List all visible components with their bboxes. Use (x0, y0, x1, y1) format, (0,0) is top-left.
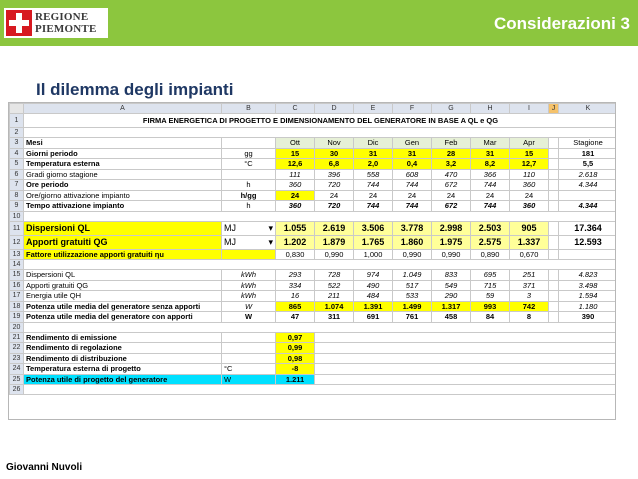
row-22 (10, 343, 617, 354)
row-3 (10, 138, 617, 149)
label-cell[interactable]: Temperatura esterna (24, 159, 222, 170)
unit-cell[interactable]: W (222, 312, 276, 323)
month-cell[interactable]: Ott (276, 138, 315, 149)
value-cell[interactable]: 1.879 (315, 235, 354, 249)
month-cell[interactable]: Feb (432, 138, 471, 149)
unit-cell[interactable] (222, 138, 276, 149)
row-number[interactable]: 12 (10, 235, 24, 249)
cross-icon (6, 10, 32, 36)
value-cell[interactable]: 3 (510, 291, 549, 302)
value-cell[interactable]: 608 (393, 169, 432, 180)
value-cell[interactable]: 3.778 (393, 221, 432, 235)
row-9 (10, 201, 617, 212)
total-cell[interactable]: 390 (559, 312, 617, 323)
value-cell[interactable]: -8 (276, 364, 315, 375)
value-cell[interactable]: 744 (354, 201, 393, 212)
value-cell[interactable]: 360 (510, 201, 549, 212)
label-cell[interactable]: Potenza utile di progetto del generatore (24, 374, 222, 385)
value-cell[interactable]: 484 (354, 291, 393, 302)
value-cell[interactable]: 1.049 (393, 270, 432, 281)
label-cell[interactable]: Rendimento di emissione (24, 332, 222, 343)
spacer-cell[interactable] (549, 291, 559, 302)
value-cell[interactable]: 470 (432, 169, 471, 180)
value-cell[interactable]: 1.211 (276, 374, 315, 385)
empty-cells[interactable] (315, 364, 617, 375)
empty-row[interactable] (24, 211, 617, 221)
row-number[interactable]: 25 (10, 374, 24, 385)
value-cell[interactable]: 974 (354, 270, 393, 281)
value-cell[interactable]: 458 (432, 312, 471, 323)
row-number[interactable]: 15 (10, 270, 24, 281)
value-cell[interactable]: 1.074 (315, 301, 354, 312)
row-7 (10, 180, 617, 191)
value-cell[interactable]: 744 (354, 180, 393, 191)
row-number[interactable]: 14 (10, 260, 24, 270)
row-18 (10, 301, 617, 312)
logo-line2: PIEMONTE (35, 23, 97, 35)
empty-cells[interactable] (315, 353, 617, 364)
row-15 (10, 270, 617, 281)
spacer-cell[interactable] (549, 270, 559, 281)
spacer-cell[interactable] (549, 159, 559, 170)
spacer-cell[interactable] (549, 301, 559, 312)
row-12 (10, 235, 617, 249)
value-cell[interactable]: 720 (315, 180, 354, 191)
label-cell[interactable]: Fattore utilizzazione apporti gratuiti ηu (24, 249, 222, 260)
value-cell[interactable]: 672 (432, 201, 471, 212)
value-cell[interactable]: 24 (354, 190, 393, 201)
value-cell[interactable]: 24 (393, 190, 432, 201)
month-cell[interactable]: Apr (510, 138, 549, 149)
row-17 (10, 291, 617, 302)
value-cell[interactable]: 360 (510, 180, 549, 191)
value-cell[interactable]: 24 (432, 190, 471, 201)
unit-cell[interactable] (222, 169, 276, 180)
empty-cells[interactable] (315, 332, 617, 343)
unit-cell[interactable]: kWh (222, 291, 276, 302)
row-number[interactable]: 10 (10, 211, 24, 221)
value-cell[interactable]: 290 (432, 291, 471, 302)
total-cell[interactable]: 12.593 (559, 235, 617, 249)
row-number[interactable]: 17 (10, 291, 24, 302)
row-14 (10, 260, 617, 270)
empty-cells[interactable] (315, 374, 617, 385)
unit-cell[interactable] (222, 332, 276, 343)
unit-cell[interactable]: kWh (222, 270, 276, 281)
select-all-corner[interactable] (10, 104, 24, 114)
value-cell[interactable]: 251 (510, 270, 549, 281)
value-cell[interactable]: 0,890 (471, 249, 510, 260)
value-cell[interactable]: 334 (276, 280, 315, 291)
value-cell[interactable]: 533 (393, 291, 432, 302)
unit-cell[interactable]: W (222, 301, 276, 312)
unit-cell[interactable] (222, 249, 276, 260)
value-cell[interactable]: 1.055 (276, 221, 315, 235)
empty-row[interactable] (24, 128, 617, 138)
value-cell[interactable]: 744 (393, 201, 432, 212)
label-cell[interactable]: Ore/giorno attivazione impianto (24, 190, 222, 201)
row-19 (10, 312, 617, 323)
row-number[interactable]: 24 (10, 364, 24, 375)
value-cell[interactable]: 2.619 (315, 221, 354, 235)
value-cell[interactable]: 742 (510, 301, 549, 312)
label-cell[interactable]: Mesi (24, 138, 222, 149)
row-20 (10, 322, 617, 332)
value-cell[interactable]: 16 (276, 291, 315, 302)
spacer-cell[interactable] (549, 138, 559, 149)
value-cell[interactable]: 1.765 (354, 235, 393, 249)
chevron-down-icon: ▾ (268, 222, 273, 233)
value-cell[interactable]: 15 (276, 148, 315, 159)
value-cell[interactable]: 905 (510, 221, 549, 235)
label-cell[interactable]: Dispersioni QL (24, 221, 222, 235)
slide-subtitle: Il dilemma degli impianti (36, 80, 234, 99)
col-header-g[interactable]: G (432, 104, 471, 114)
value-cell[interactable]: 360 (276, 180, 315, 191)
value-cell[interactable]: 24 (510, 190, 549, 201)
label-cell[interactable]: Apporti gratuiti QG (24, 235, 222, 249)
label-cell[interactable]: Ore periodo (24, 180, 222, 191)
unit-cell[interactable] (222, 343, 276, 354)
value-cell[interactable]: 31 (471, 148, 510, 159)
value-cell[interactable]: 0,830 (276, 249, 315, 260)
value-cell[interactable]: 6,8 (315, 159, 354, 170)
value-cell[interactable]: 12,6 (276, 159, 315, 170)
empty-row[interactable] (24, 260, 617, 270)
total-cell[interactable] (559, 249, 617, 260)
value-cell[interactable]: 84 (471, 312, 510, 323)
row-26 (10, 385, 617, 395)
row-number[interactable]: 16 (10, 280, 24, 291)
row-11 (10, 221, 617, 235)
row-number[interactable]: 3 (10, 138, 24, 149)
row-number[interactable]: 23 (10, 353, 24, 364)
row-25 (10, 374, 617, 385)
value-cell[interactable]: 744 (471, 180, 510, 191)
col-header-h[interactable]: H (471, 104, 510, 114)
row-4 (10, 148, 617, 159)
total-cell[interactable]: 1.180 (559, 301, 617, 312)
row-24 (10, 364, 617, 375)
value-cell[interactable]: 993 (471, 301, 510, 312)
value-cell[interactable]: 293 (276, 270, 315, 281)
value-cell[interactable]: 761 (393, 312, 432, 323)
value-cell[interactable]: 2.998 (432, 221, 471, 235)
value-cell[interactable]: 0,990 (315, 249, 354, 260)
value-cell[interactable]: 111 (276, 169, 315, 180)
label-cell[interactable]: Dispersioni QL (24, 270, 222, 281)
total-cell[interactable]: 17.364 (559, 221, 617, 235)
value-cell[interactable]: 2,0 (354, 159, 393, 170)
value-cell[interactable]: 744 (471, 201, 510, 212)
value-cell[interactable]: 0,990 (432, 249, 471, 260)
month-cell[interactable]: Nov (315, 138, 354, 149)
col-header-c[interactable]: C (276, 104, 315, 114)
unit-dropdown[interactable] (222, 235, 276, 249)
value-cell[interactable]: 549 (432, 280, 471, 291)
value-cell[interactable]: 695 (471, 270, 510, 281)
value-cell[interactable]: 31 (393, 148, 432, 159)
value-cell[interactable]: 1.337 (510, 235, 549, 249)
spacer-cell[interactable] (549, 180, 559, 191)
value-cell[interactable]: 371 (510, 280, 549, 291)
col-header-d[interactable]: D (315, 104, 354, 114)
value-cell[interactable]: 1.860 (393, 235, 432, 249)
unit-cell[interactable]: kWh (222, 280, 276, 291)
value-cell[interactable]: 1.975 (432, 235, 471, 249)
header-bar (0, 0, 638, 46)
value-cell[interactable]: 3,2 (432, 159, 471, 170)
unit-cell[interactable]: °C (222, 159, 276, 170)
total-cell[interactable]: 5,5 (559, 159, 617, 170)
value-cell[interactable]: 0,990 (393, 249, 432, 260)
total-cell[interactable]: 2.618 (559, 169, 617, 180)
total-cell[interactable]: 181 (559, 148, 617, 159)
value-cell[interactable]: 28 (432, 148, 471, 159)
chevron-down-icon: ▾ (268, 236, 273, 247)
value-cell[interactable]: 0,98 (276, 353, 315, 364)
spacer-cell[interactable] (549, 249, 559, 260)
spacer-cell[interactable] (549, 221, 559, 235)
value-cell[interactable]: 833 (432, 270, 471, 281)
value-cell[interactable]: 1.317 (432, 301, 471, 312)
value-cell[interactable]: 311 (315, 312, 354, 323)
row-number[interactable]: 11 (10, 221, 24, 235)
col-header-b[interactable]: B (222, 104, 276, 114)
value-cell[interactable]: 1,000 (354, 249, 393, 260)
row-1 (10, 114, 617, 128)
value-cell[interactable]: 672 (432, 180, 471, 191)
spacer-cell[interactable] (549, 190, 559, 201)
value-cell[interactable]: 110 (510, 169, 549, 180)
spacer-cell[interactable] (549, 312, 559, 323)
row-number[interactable]: 20 (10, 322, 24, 332)
col-header-i[interactable]: I (510, 104, 549, 114)
row-8 (10, 190, 617, 201)
value-cell[interactable]: 2.503 (471, 221, 510, 235)
unit-cell[interactable]: gg (222, 148, 276, 159)
region-logo (4, 8, 108, 38)
label-cell[interactable]: Tempo attivazione impianto (24, 201, 222, 212)
row-number[interactable]: 19 (10, 312, 24, 323)
row-number[interactable]: 7 (10, 180, 24, 191)
logo-text (35, 11, 97, 35)
total-cell[interactable] (559, 190, 617, 201)
row-6 (10, 169, 617, 180)
value-cell[interactable]: 15 (510, 148, 549, 159)
total-cell[interactable]: Stagione (559, 138, 617, 149)
value-cell[interactable]: 691 (354, 312, 393, 323)
value-cell[interactable]: 30 (315, 148, 354, 159)
value-cell[interactable]: 1.391 (354, 301, 393, 312)
value-cell[interactable]: 24 (471, 190, 510, 201)
value-cell[interactable]: 720 (315, 201, 354, 212)
value-cell[interactable]: 59 (471, 291, 510, 302)
col-header-e[interactable]: E (354, 104, 393, 114)
spacer-cell[interactable] (549, 148, 559, 159)
value-cell[interactable]: 522 (315, 280, 354, 291)
unit-value: MJ (224, 222, 236, 233)
unit-cell[interactable]: W (222, 374, 276, 385)
row-number[interactable]: 18 (10, 301, 24, 312)
row-number[interactable]: 2 (10, 128, 24, 138)
unit-cell[interactable]: h/gg (222, 190, 276, 201)
row-23 (10, 353, 617, 364)
spacer-cell[interactable] (549, 201, 559, 212)
unit-value: MJ (224, 236, 236, 247)
row-21 (10, 332, 617, 343)
col-header-k[interactable]: K (559, 104, 617, 114)
value-cell[interactable]: 0,4 (393, 159, 432, 170)
value-cell[interactable]: 366 (471, 169, 510, 180)
unit-cell[interactable]: h (222, 180, 276, 191)
col-header-a[interactable]: A (24, 104, 222, 114)
value-cell[interactable]: 12,7 (510, 159, 549, 170)
value-cell[interactable]: 8,2 (471, 159, 510, 170)
total-cell[interactable]: 4.823 (559, 270, 617, 281)
label-cell[interactable]: Giorni periodo (24, 148, 222, 159)
label-cell[interactable]: Rendimento di regolazione (24, 343, 222, 354)
row-13 (10, 249, 617, 260)
value-cell[interactable]: 396 (315, 169, 354, 180)
value-cell[interactable]: 728 (315, 270, 354, 281)
month-cell[interactable]: Dic (354, 138, 393, 149)
page-title: Considerazioni 3 (493, 14, 630, 33)
value-cell[interactable]: 24 (276, 190, 315, 201)
value-cell[interactable]: 360 (276, 201, 315, 212)
value-cell[interactable]: 8 (510, 312, 549, 323)
month-cell[interactable]: Mar (471, 138, 510, 149)
row-number[interactable]: 9 (10, 201, 24, 212)
value-cell[interactable]: 2.575 (471, 235, 510, 249)
value-cell[interactable]: 3.506 (354, 221, 393, 235)
row-number[interactable]: 26 (10, 385, 24, 395)
logo-line1: REGIONE (35, 11, 89, 23)
unit-dropdown[interactable] (222, 221, 276, 235)
row-number[interactable]: 22 (10, 343, 24, 354)
label-cell[interactable]: Potenza utile media del generatore con apporti (24, 312, 222, 323)
empty-row[interactable] (24, 385, 617, 395)
value-cell[interactable]: 0,99 (276, 343, 315, 354)
row-number[interactable]: 8 (10, 190, 24, 201)
label-cell[interactable]: Potenza utile media del generatore senza apporti (24, 301, 222, 312)
value-cell[interactable]: 517 (393, 280, 432, 291)
row-5 (10, 159, 617, 170)
value-cell[interactable]: 490 (354, 280, 393, 291)
spacer-cell[interactable] (549, 280, 559, 291)
row-number[interactable]: 1 (10, 114, 24, 128)
row-10 (10, 211, 617, 221)
row-number[interactable]: 13 (10, 249, 24, 260)
value-cell[interactable]: 0,97 (276, 332, 315, 343)
value-cell[interactable]: 1.202 (276, 235, 315, 249)
total-cell[interactable]: 1.594 (559, 291, 617, 302)
author-name: Giovanni Nuvoli (6, 462, 83, 473)
row-number[interactable]: 5 (10, 159, 24, 170)
empty-row[interactable] (24, 322, 617, 332)
value-cell[interactable]: 47 (276, 312, 315, 323)
value-cell[interactable]: 24 (315, 190, 354, 201)
label-cell[interactable]: Energia utile QH (24, 291, 222, 302)
value-cell[interactable]: 31 (354, 148, 393, 159)
value-cell[interactable]: 558 (354, 169, 393, 180)
col-header-f[interactable]: F (393, 104, 432, 114)
value-cell[interactable]: 1.499 (393, 301, 432, 312)
column-header-row (10, 104, 617, 114)
value-cell[interactable]: 211 (315, 291, 354, 302)
label-cell[interactable]: Apporti gratuiti QG (24, 280, 222, 291)
label-cell[interactable]: Temperatura esterna di progetto (24, 364, 222, 375)
value-cell[interactable]: 744 (393, 180, 432, 191)
unit-cell[interactable] (222, 353, 276, 364)
month-cell[interactable]: Gen (393, 138, 432, 149)
empty-cells[interactable] (315, 343, 617, 354)
row-number[interactable]: 6 (10, 169, 24, 180)
total-cell[interactable]: 3.498 (559, 280, 617, 291)
label-cell[interactable]: Rendimento di distribuzione (24, 353, 222, 364)
row-number[interactable]: 21 (10, 332, 24, 343)
total-cell[interactable]: 4.344 (559, 180, 617, 191)
total-cell[interactable]: 4.344 (559, 201, 617, 212)
row-2 (10, 128, 617, 138)
spacer-cell[interactable] (549, 169, 559, 180)
col-header-j[interactable]: J (549, 104, 559, 114)
value-cell[interactable]: 715 (471, 280, 510, 291)
unit-cell[interactable]: h (222, 201, 276, 212)
row-number[interactable]: 4 (10, 148, 24, 159)
value-cell[interactable]: 865 (276, 301, 315, 312)
row-16 (10, 280, 617, 291)
spreadsheet-grid (9, 103, 616, 395)
sheet-title[interactable]: FIRMA ENERGETICA DI PROGETTO E DIMENSIONAMENTO DEL GENERATORE IN BASE A QL e QG (24, 114, 617, 128)
spreadsheet[interactable] (8, 102, 616, 420)
value-cell[interactable]: 0,670 (510, 249, 549, 260)
label-cell[interactable]: Gradi giorno stagione (24, 169, 222, 180)
unit-cell[interactable]: °C (222, 364, 276, 375)
spacer-cell[interactable] (549, 235, 559, 249)
